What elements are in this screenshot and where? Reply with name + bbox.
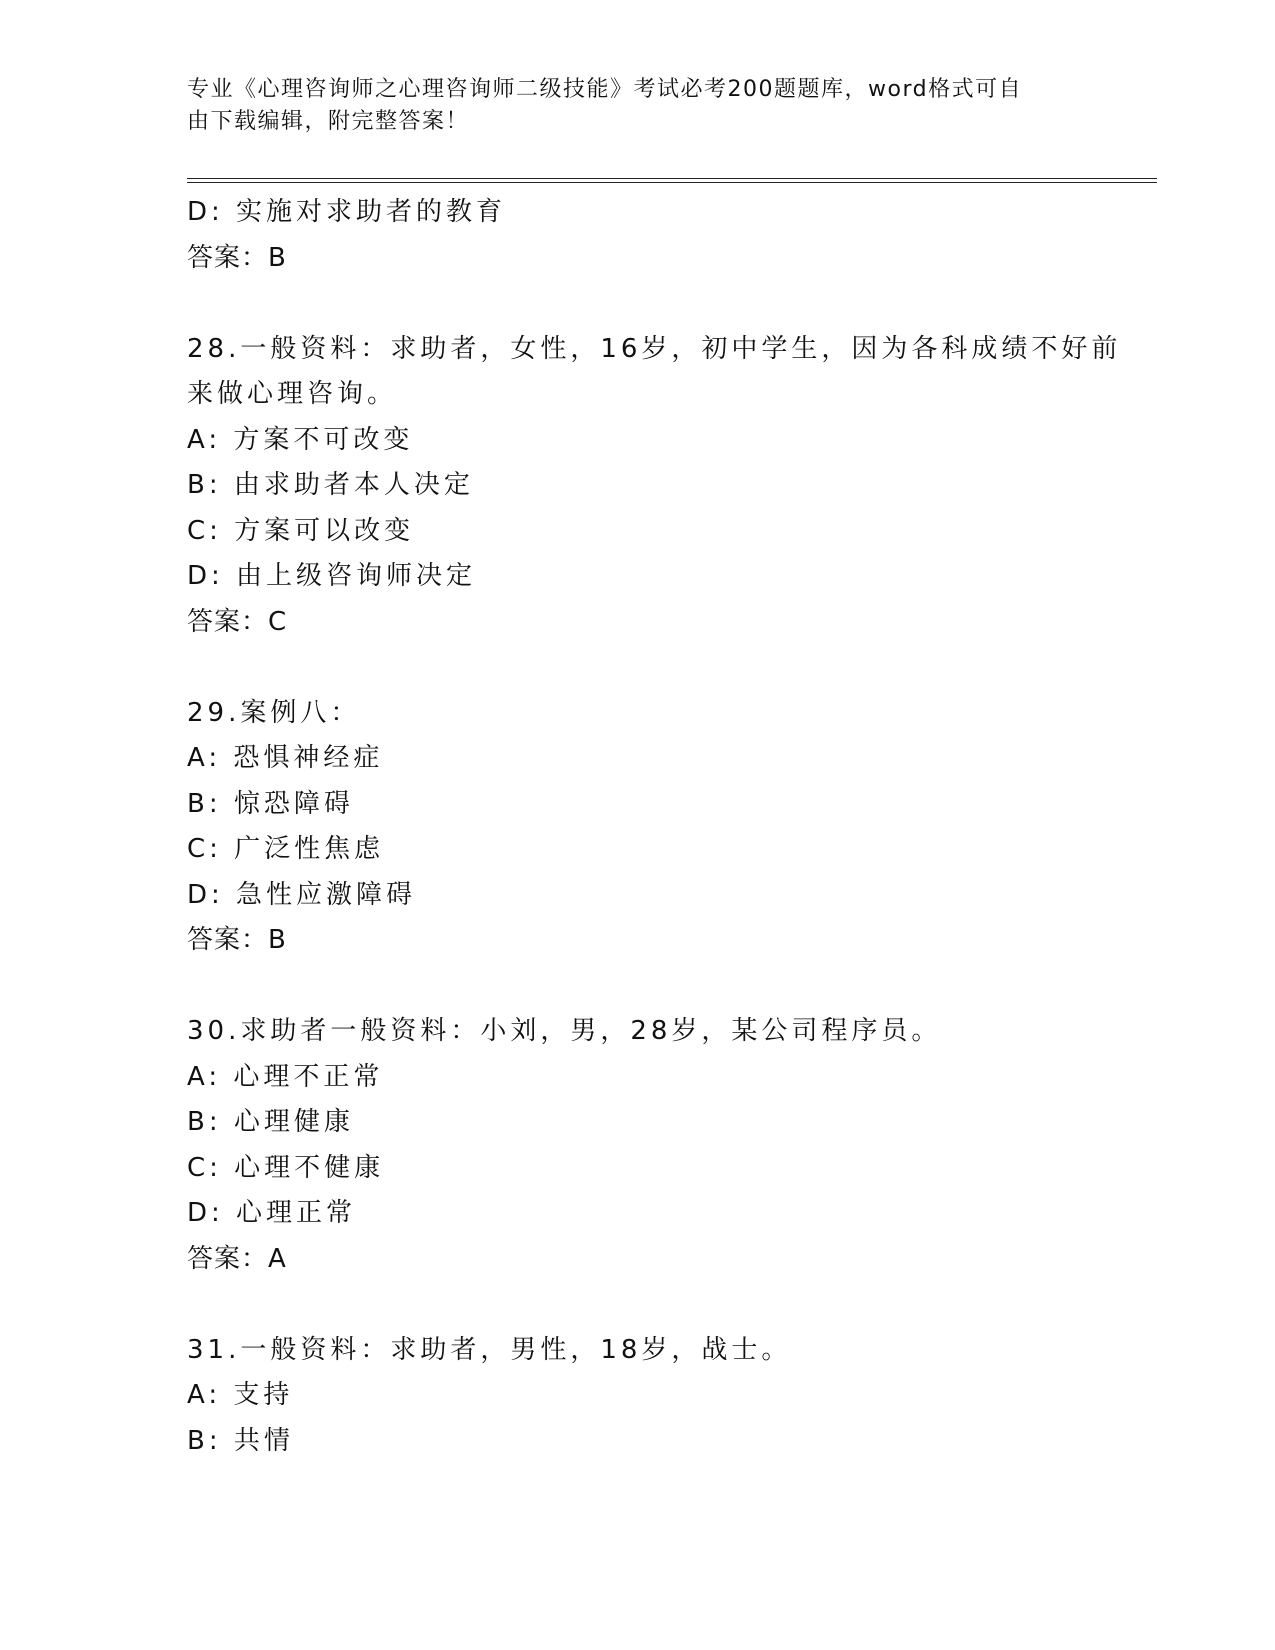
header-line-1: 专业《心理咨询师之心理咨询师二级技能》考试必考200题题库，word格式可自 (187, 77, 1023, 102)
question-line: 30.求助者一般资料：小刘，男，28岁，某公司程序员。 (187, 1016, 942, 1046)
question-line: B: 由求助者本人决定 (187, 470, 474, 500)
question-line: A: 方案不可改变 (187, 424, 414, 455)
question-line: A: 恐惧神经症 (187, 743, 384, 773)
answer-line: 答案：B (187, 242, 287, 273)
question-line: B: 惊恐障碍 (187, 788, 354, 819)
answer-line: 答案：C (187, 606, 288, 637)
blank-line (187, 964, 1147, 1010)
question-line: C: 心理不健康 (187, 1152, 385, 1183)
question-line: A: 支持 (187, 1380, 294, 1410)
answer-line: 答案：A (187, 1243, 287, 1274)
answer-line: 答案：B (187, 925, 287, 955)
question-list (187, 190, 1147, 1464)
blank-line (187, 645, 1147, 691)
blank-line (187, 1282, 1147, 1328)
header-divider-bottom (187, 182, 1157, 183)
question-line: B: 共情 (187, 1425, 294, 1456)
question-line: 来做心理咨询。 (187, 379, 398, 409)
question-line: C: 广泛性焦虑 (187, 834, 385, 864)
question-line: 29.案例八： (187, 697, 361, 728)
question-line: B: 心理健康 (187, 1107, 354, 1137)
question-line: 31.一般资料：求助者，男性，18岁，战士。 (187, 1334, 792, 1365)
document-header (187, 74, 1087, 138)
blank-line (187, 281, 1147, 327)
question-line: D: 急性应激障碍 (187, 879, 417, 910)
question-line: 28.一般资料：求助者，女性，16岁，初中学生，因为各科成绩不好前 (187, 333, 1122, 364)
question-line: C: 方案可以改变 (187, 515, 415, 546)
question-line: D: 实施对求助者的教育 (187, 197, 507, 227)
question-line: A: 心理不正常 (187, 1061, 384, 1092)
header-line-2: 由下载编辑，附完整答案！ (187, 109, 470, 134)
question-line: D: 心理正常 (187, 1198, 357, 1228)
question-line: D: 由上级咨询师决定 (187, 561, 477, 591)
header-divider-top (187, 178, 1157, 179)
